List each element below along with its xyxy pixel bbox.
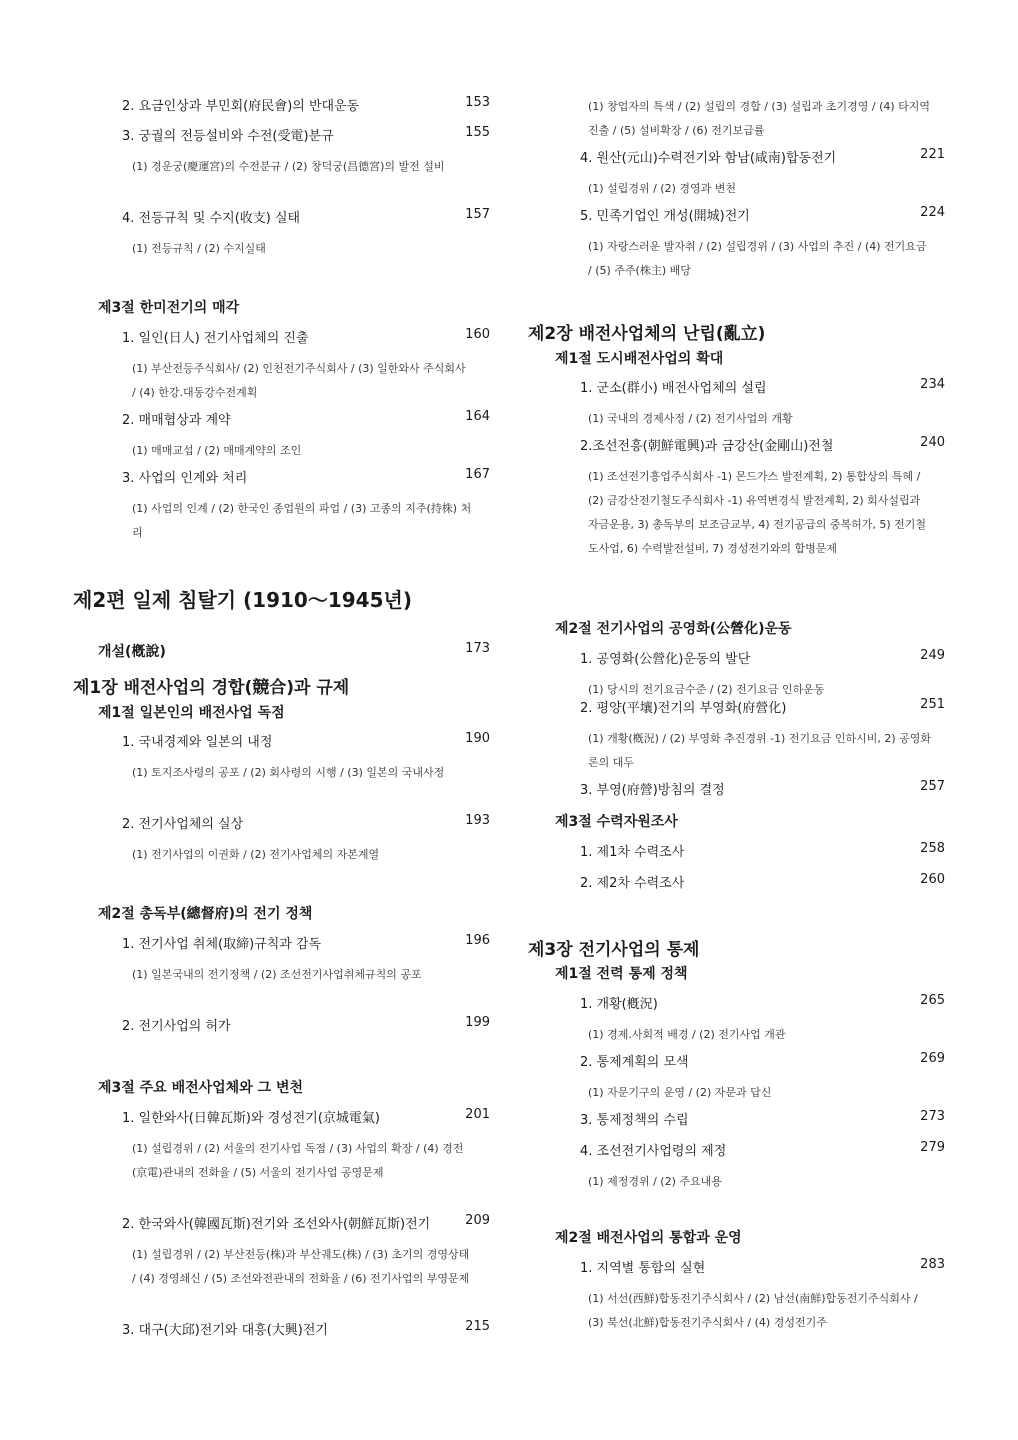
chapter-heading: 제2장 배전사업체의 난립(亂立) bbox=[528, 324, 766, 344]
toc-entry: 1. 전기사업 취체(取締)규칙과 감독 bbox=[122, 937, 322, 952]
toc-subentries: (1) 토지조사령의 공포 / (2) 회사령의 시행 / (3) 일본의 국내사정 bbox=[132, 766, 445, 779]
page-number: 234 bbox=[920, 377, 945, 392]
toc-entry: 2. 통제계획의 모색 bbox=[580, 1055, 689, 1070]
page-number: 153 bbox=[465, 95, 490, 110]
toc-entry: 2. 전기사업의 허가 bbox=[122, 1019, 231, 1034]
page-number: 199 bbox=[465, 1015, 490, 1030]
toc-entry: 4. 원산(元山)수력전기와 함남(咸南)합동전기 bbox=[580, 151, 837, 166]
toc-subentries: (1) 설립경위 / (2) 서울의 전기사업 독점 / (3) 사업의 확장 / (4) 경전(京電)관내의 전화율 / (5) 서울의 전기사업 공영문제 bbox=[132, 1142, 464, 1179]
page-number: 215 bbox=[465, 1319, 490, 1334]
page-number: 190 bbox=[465, 731, 490, 746]
toc-entry: 2. 평양(平壤)전기의 부영화(府營化) bbox=[580, 701, 787, 716]
page-number: 164 bbox=[465, 409, 490, 424]
chapter-heading: 제3장 전기사업의 통제 bbox=[528, 940, 700, 960]
page-number: 258 bbox=[920, 841, 945, 856]
toc-entry: 2. 한국와사(韓國瓦斯)전기와 조선와사(朝鮮瓦斯)전기 bbox=[122, 1217, 431, 1232]
toc-entry: 1. 지역별 통합의 실현 bbox=[580, 1261, 706, 1276]
page-number: 193 bbox=[465, 813, 490, 828]
page-number: 265 bbox=[920, 993, 945, 1008]
toc-subentries: (1) 개황(槪況) / (2) 부영화 추진경위 -1) 전기요금 인하시비, 2) 공영화론의 대두 bbox=[588, 732, 931, 769]
toc-subentries: (1) 부산전등주식회사/ (2) 인천전기주식회사 / (3) 일한와사 주식회사 / (4) 한강.대동강수전계획 bbox=[132, 362, 466, 399]
page-number: 224 bbox=[920, 205, 945, 220]
page-number: 167 bbox=[465, 467, 490, 482]
toc-subentries: (1) 당시의 전기요금수준 / (2) 전기요금 인하운동 bbox=[588, 683, 825, 696]
toc-entry: 5. 민족기업인 개성(開城)전기 bbox=[580, 209, 750, 224]
section-heading: 제1절 일본인의 배전사업 독점 bbox=[98, 705, 285, 721]
toc-subentries: (1) 전기사업의 이권화 / (2) 전기사업체의 자본계열 bbox=[132, 848, 380, 861]
toc-entry: 2. 요금인상과 부민회(府民會)의 반대운동 bbox=[122, 99, 360, 114]
toc-entry: 2. 전기사업체의 실상 bbox=[122, 817, 244, 832]
toc-subentries: (1) 창업자의 특색 / (2) 설립의 경합 / (3) 설립과 초기경영 / (4) 타지역 진출 / (5) 설비확장 / (6) 전기보급률 bbox=[588, 100, 931, 137]
section-heading: 제3절 한미전기의 매각 bbox=[98, 300, 240, 316]
section-heading: 제2절 전기사업의 공영화(公營化)운동 bbox=[555, 621, 792, 637]
page-number: 201 bbox=[465, 1107, 490, 1122]
section-heading: 제3절 주요 배전사업체와 그 변천 bbox=[98, 1080, 304, 1096]
toc-entry: 2. 제2차 수력조사 bbox=[580, 876, 685, 891]
page-number: 249 bbox=[920, 648, 945, 663]
toc-subentries: (1) 조선전기흥업주식회사 -1) 몬드가스 발전계획, 2) 통합상의 특혜 / (2) 금강산전기철도주식회사 -1) 유역변경식 발전계획, 2) 회사설립과 자금운용, 3) 총독부의 보조금교부, 4) 전기공급의 중복허가, 5) 전기철도사업, 6) 수력발전설비, 7) 경성전기와의 합병문제 bbox=[588, 470, 926, 555]
page-number: 173 bbox=[465, 641, 490, 656]
toc-subentries: (1) 전등규칙 / (2) 수지실태 bbox=[132, 242, 266, 255]
page-number: 279 bbox=[920, 1140, 945, 1155]
toc-subentries: (1) 자문기구의 운영 / (2) 자문과 답신 bbox=[588, 1086, 772, 1099]
toc-subentries: (1) 매매교섭 / (2) 매매계약의 조인 bbox=[132, 444, 302, 457]
part-heading: 제2편 일제 침탈기 (1910～1945년) bbox=[73, 588, 412, 612]
page-number: 209 bbox=[465, 1213, 490, 1228]
section-heading: 제1절 도시배전사업의 확대 bbox=[555, 351, 724, 367]
toc-entry: 2.조선전흥(朝鮮電興)과 금강산(金剛山)전철 bbox=[580, 439, 834, 454]
toc-entry: 1. 개황(槪況) bbox=[580, 997, 658, 1012]
page-number: 240 bbox=[920, 435, 945, 450]
section-heading: 제3절 수력자원조사 bbox=[555, 814, 678, 830]
toc-subentries: (1) 설립경위 / (2) 부산전등(株)과 부산궤도(株) / (3) 초기의 경영상태 / (4) 경영쇄신 / (5) 조선와전관내의 전화율 / (6) 전기사업의 부영문제 bbox=[132, 1248, 470, 1285]
toc-entry: 1. 공영화(公營化)운동의 발단 bbox=[580, 652, 751, 667]
page-number: 196 bbox=[465, 933, 490, 948]
page-number: 257 bbox=[920, 779, 945, 794]
toc-subentries: (1) 제정경위 / (2) 주요내용 bbox=[588, 1175, 722, 1188]
toc-subentries: (1) 일본국내의 전기정책 / (2) 조선전기사업취체규칙의 공포 bbox=[132, 968, 422, 981]
page-number: 269 bbox=[920, 1051, 945, 1066]
section-heading: 개설(槪說) bbox=[98, 644, 166, 660]
page-number: 157 bbox=[465, 207, 490, 222]
chapter-heading: 제1장 배전사업의 경합(競合)과 규제 bbox=[73, 678, 350, 698]
toc-entry: 2. 매매협상과 계약 bbox=[122, 413, 231, 428]
toc-subentries: (1) 자랑스러운 발자취 / (2) 설립경위 / (3) 사업의 추진 / (4) 전기요금 / (5) 주주(株主) 배당 bbox=[588, 240, 927, 277]
toc-entry: 3. 궁궐의 전등설비와 수전(受電)분규 bbox=[122, 129, 334, 144]
toc-subentries: (1) 국내의 경제사정 / (2) 전기사업의 개황 bbox=[588, 412, 793, 425]
page-number: 251 bbox=[920, 697, 945, 712]
toc-entry: 1. 국내경제와 일본의 내정 bbox=[122, 735, 273, 750]
toc-subentries: (1) 사업의 인계 / (2) 한국인 종업원의 파업 / (3) 고종의 지주(持株) 처리 bbox=[132, 502, 472, 539]
toc-entry: 4. 전등규칙 및 수지(收支) 실태 bbox=[122, 211, 301, 226]
toc-subentries: (1) 경운궁(慶運宮)의 수전분규 / (2) 창덕궁(昌德宮)의 발전 설비 bbox=[132, 160, 445, 173]
page-number: 273 bbox=[920, 1109, 945, 1124]
section-heading: 제2절 총독부(總督府)의 전기 정책 bbox=[98, 906, 313, 922]
page-number: 160 bbox=[465, 327, 490, 342]
toc-entry: 1. 제1차 수력조사 bbox=[580, 845, 685, 860]
toc-subentries: (1) 설립경위 / (2) 경영과 변천 bbox=[588, 182, 736, 195]
page-number: 260 bbox=[920, 872, 945, 887]
page-number: 155 bbox=[465, 125, 490, 140]
toc-entry: 3. 대구(大邱)전기와 대흥(大興)전기 bbox=[122, 1323, 328, 1338]
toc-entry: 3. 사업의 인계와 처리 bbox=[122, 471, 248, 486]
section-heading: 제1절 전력 통제 정책 bbox=[555, 966, 688, 982]
toc-entry: 3. 통제정책의 수립 bbox=[580, 1113, 689, 1128]
toc-entry: 3. 부영(府營)방침의 결정 bbox=[580, 783, 725, 798]
toc-subentries: (1) 서선(西鮮)합동전기주식회사 / (2) 남선(南鮮)합동전기주식회사 / (3) 북선(北鮮)합동전기주식회사 / (4) 경성전기주 bbox=[588, 1292, 918, 1329]
toc-entry: 1. 일한와사(日韓瓦斯)와 경성전기(京城電氣) bbox=[122, 1111, 380, 1126]
toc-entry: 1. 군소(群小) 배전사업체의 설립 bbox=[580, 381, 767, 396]
toc-subentries: (1) 경제.사회적 배경 / (2) 전기사업 개관 bbox=[588, 1028, 786, 1041]
page-number: 283 bbox=[920, 1257, 945, 1272]
toc-entry: 4. 조선전기사업령의 제정 bbox=[580, 1144, 727, 1159]
toc-entry: 1. 일인(日人) 전기사업체의 진출 bbox=[122, 331, 309, 346]
section-heading: 제2절 배전사업의 통합과 운영 bbox=[555, 1230, 742, 1246]
page-number: 221 bbox=[920, 147, 945, 162]
